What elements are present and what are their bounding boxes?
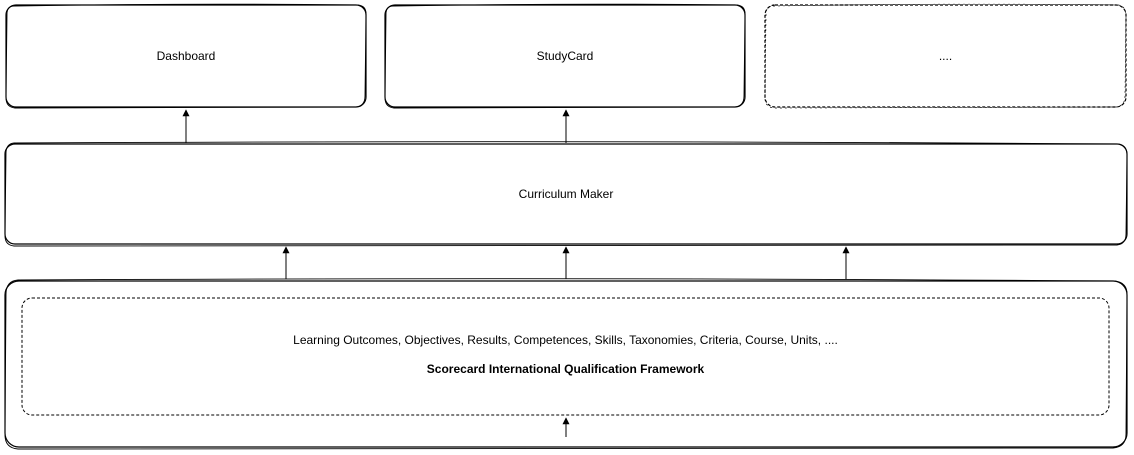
more-label: ....: [938, 49, 953, 63]
curriculum-maker-label: Curriculum Maker: [518, 187, 614, 201]
framework-title: Scorecard International Qualification Framework: [426, 362, 705, 376]
framework-items-text: Learning Outcomes, Objectives, Results, Competences, Skills, Taxonomies, Criteria, Course, Units, ....: [293, 333, 838, 347]
studycard-label: StudyCard: [536, 49, 594, 63]
dashboard-label: Dashboard: [156, 49, 216, 63]
